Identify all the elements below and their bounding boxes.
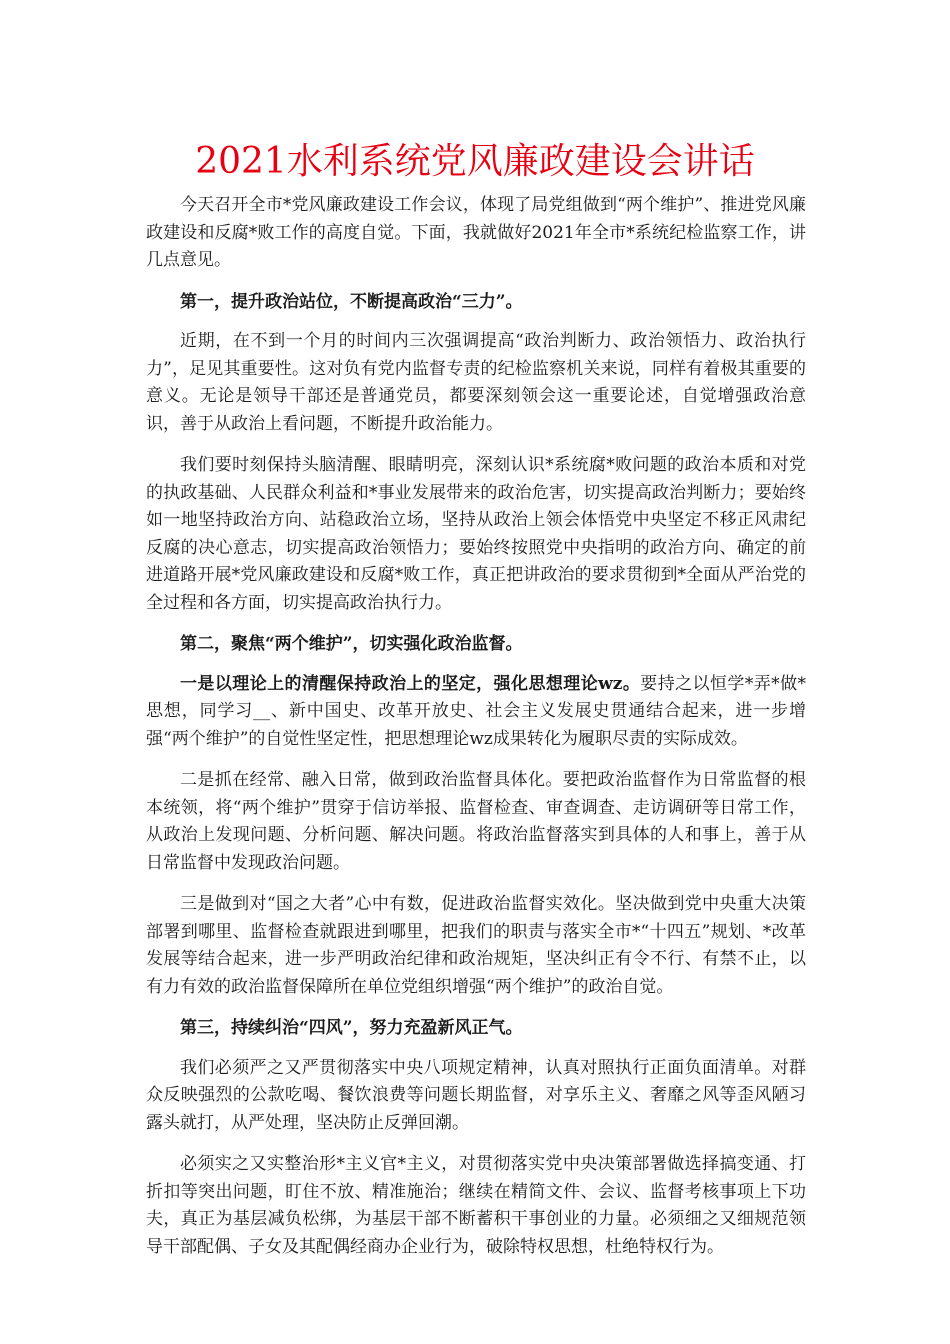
section-1-paragraph-2: 我们要时刻保持头脑清醒、眼睛明亮，深刻认识*系统腐*败问题的政治本质和对党的执政基础、人民群众利益和*事业发展带来的政治危害，切实提高政治判断力；要始终如一地坚持政治方向、站稳政治立场，坚持从政治上领会体悟党中央坚定不移正风肃纪反腐的决心意志，切实提高政治领悟力；要始终按照党中央指明的政治方向、确定的前进道路开展*党风廉政建设和反腐*败工作，真正把讲政治的要求贯彻到*全面从严治党的全过程和各方面，切实提高政治执行力。 (146, 455, 806, 613)
section-2-paragraph-2: 二是抓在经常、融入日常，做到政治监督具体化。要把政治监督作为日常监督的根本统领，将“两个维护”贯穿于信访举报、监督检查、审查调查、走访调研等日常工作，从政治上发现问题、分析问题、解决问题。将政治监督落实到具体的人和事上，善于从日常监督中发现政治问题。 (146, 770, 806, 873)
section-2-paragraph-1 (146, 671, 806, 754)
section-1-paragraph-1: 近期，在不到一个月的时间内三次强调提高“政治判断力、政治领悟力、政治执行力”，足见其重要性。这对负有党内监督专责的纪检监察机关来说，同样有着极其重要的意义。无论是领导干部还是普通党员，都要深刻领会这一重要论述，自觉增强政治意识，善于从政治上看问题，不断提升政治能力。 (146, 331, 806, 434)
section-3-paragraph-2: 必须实之又实整治形*主义官*主义，对贯彻落实党中央决策部署做选择搞变通、打折扣等突出问题，盯住不放、精准施治；继续在精简文件、会议、监督考核事项上下功夫，真正为基层减负松绑，为基层干部不断蓄积干事创业的力量。必须细之又细规范领导干部配偶、子女及其配偶经商办企业行为，破除特权思想，杜绝特权行为。 (146, 1154, 806, 1257)
section-heading-2: 第二，聚焦“两个维护”，切实强化政治监督。 (180, 634, 523, 654)
section-heading-3: 第三，持续纠治“四风”，努力充盈新风正气。 (180, 1018, 523, 1038)
section-3-paragraph-1: 我们必须严之又严贯彻落实中央八项规定精神，认真对照执行正面负面清单。对群众反映强烈的公款吃喝、餐饮浪费等问题长期监督，对享乐主义、奢靡之风等歪风陋习露头就打，从严处理，坚决防止反弹回潮。 (146, 1057, 806, 1133)
document-body (146, 192, 806, 1275)
intro-paragraph: 今天召开全市*党风廉政建设工作会议，体现了局党组做到“两个维护”、推进党风廉政建设和反腐*败工作的高度自觉。下面，我就做好2021年全市*系统纪检监察工作，讲几点意见。 (146, 195, 806, 270)
section-heading-1: 第一，提升政治站位，不断提高政治“三力”。 (180, 291, 523, 312)
section-2-paragraph-3: 三是做到对“国之大者”心中有数，促进政治监督实效化。坚决做到党中央重大决策部署到哪里、监督检查就跟进到哪里，把我们的职责与落实全市*“十四五”规划、*改革发展等结合起来，进一步严明政治纪律和政治规矩，坚决纠正有令不行、有禁不止，以有力有效的政治监督保障所在单位党组织增强“两个维护”的政治自觉。 (146, 894, 806, 997)
paragraph-lead: 一是以理论上的清醒保持政治上的坚定，强化思想理论wz。 (180, 673, 641, 694)
document-title: 2021水利系统党风廉政建设会讲话 (195, 141, 755, 182)
paragraph-text: 要持之以恒学*弄*做*思想，同学习__、新中国史、改革开放史、社会主义发展史贯通结合起来，进一步增强“两个维护”的自觉性坚定性，把思想理论wz成果转化为履职尽责的实际成效。 (146, 673, 807, 749)
